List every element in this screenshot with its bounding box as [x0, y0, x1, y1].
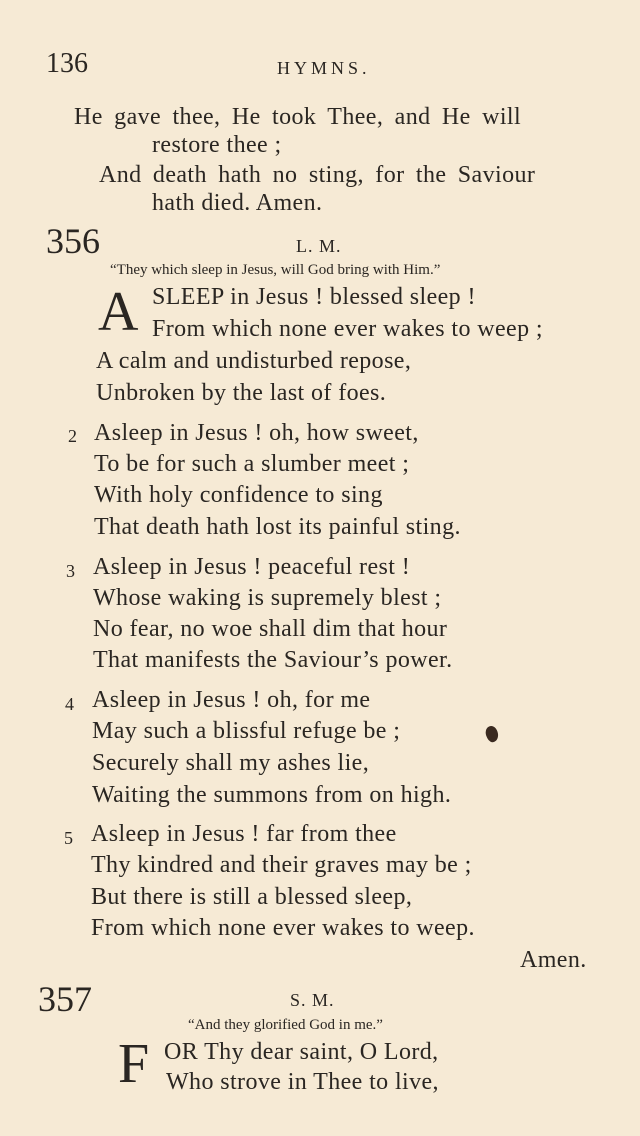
hymn-356-drop-cap: A [98, 281, 139, 343]
stanza-3-line-4: That manifests the Saviour’s power. [93, 647, 453, 673]
stanza-2-line-3: With holy confidence to sing [94, 482, 383, 508]
hymn-356-s1-line-2: From which none ever wakes to weep ; [152, 316, 543, 342]
hymn-356-s1-line-4: Unbroken by the last of foes. [96, 380, 387, 406]
stanza-5-line-1: Asleep in Jesus ! far from thee [91, 821, 397, 847]
continuation-line-3: And death hath no sting, for the Saviour [99, 162, 536, 188]
hymn-356-amen: Amen. [520, 947, 587, 973]
stanza-2-number: 2 [68, 426, 77, 446]
hymn-356-s1-line-3: A calm and undisturbed repose, [96, 348, 412, 374]
hymn-356-meter: L. M. [296, 236, 342, 256]
hymn-number-357: 357 [38, 979, 92, 1019]
continuation-line-1: He gave thee, He took Thee, and He will [74, 104, 522, 130]
hymn-356-epigraph: “They which sleep in Jesus, will God bring with Him.” [110, 262, 441, 278]
page-number: 136 [46, 48, 88, 79]
hymn-357-meter: S. M. [290, 990, 335, 1010]
stanza-2-line-1: Asleep in Jesus ! oh, how sweet, [94, 420, 419, 446]
continuation-line-4: hath died. Amen. [152, 190, 323, 216]
stanza-3-line-2: Whose waking is supremely blest ; [93, 585, 442, 611]
hymn-356-first-line: SLEEP in Jesus ! blessed sleep ! [152, 284, 476, 310]
stanza-4-line-4: Waiting the summons from on high. [92, 782, 452, 808]
stanza-3-number: 3 [66, 561, 75, 581]
hymn-357-drop-cap: F [118, 1033, 150, 1095]
stanza-3-line-1: Asleep in Jesus ! peaceful rest ! [93, 554, 411, 580]
stanza-5-line-3: But there is still a blessed sleep, [91, 884, 413, 910]
stanza-4-number: 4 [65, 694, 74, 714]
stanza-5-line-4: From which none ever wakes to weep. [91, 915, 475, 941]
stanza-4-line-3: Securely shall my ashes lie, [92, 750, 370, 776]
hymn-357-line-2: Who strove in Thee to live, [166, 1069, 439, 1095]
stanza-4-line-1: Asleep in Jesus ! oh, for me [92, 687, 371, 713]
stanza-5-number: 5 [64, 828, 73, 848]
hymn-number-356: 356 [46, 221, 100, 261]
running-title: HYMNS. [277, 58, 371, 78]
stanza-3-line-3: No fear, no woe shall dim that hour [93, 616, 448, 642]
ink-blot [483, 724, 501, 744]
stanza-4-line-2: May such a blissful refuge be ; [92, 718, 401, 744]
stanza-5-line-2: Thy kindred and their graves may be ; [91, 852, 472, 878]
hymn-357-first-line: OR Thy dear saint, O Lord, [164, 1039, 439, 1065]
stanza-2-line-2: To be for such a slumber meet ; [94, 451, 410, 477]
stanza-2-line-4: That death hath lost its painful sting. [94, 514, 461, 540]
hymn-357-epigraph: “And they glorified God in me.” [188, 1017, 383, 1033]
continuation-line-2: restore thee ; [152, 132, 282, 158]
